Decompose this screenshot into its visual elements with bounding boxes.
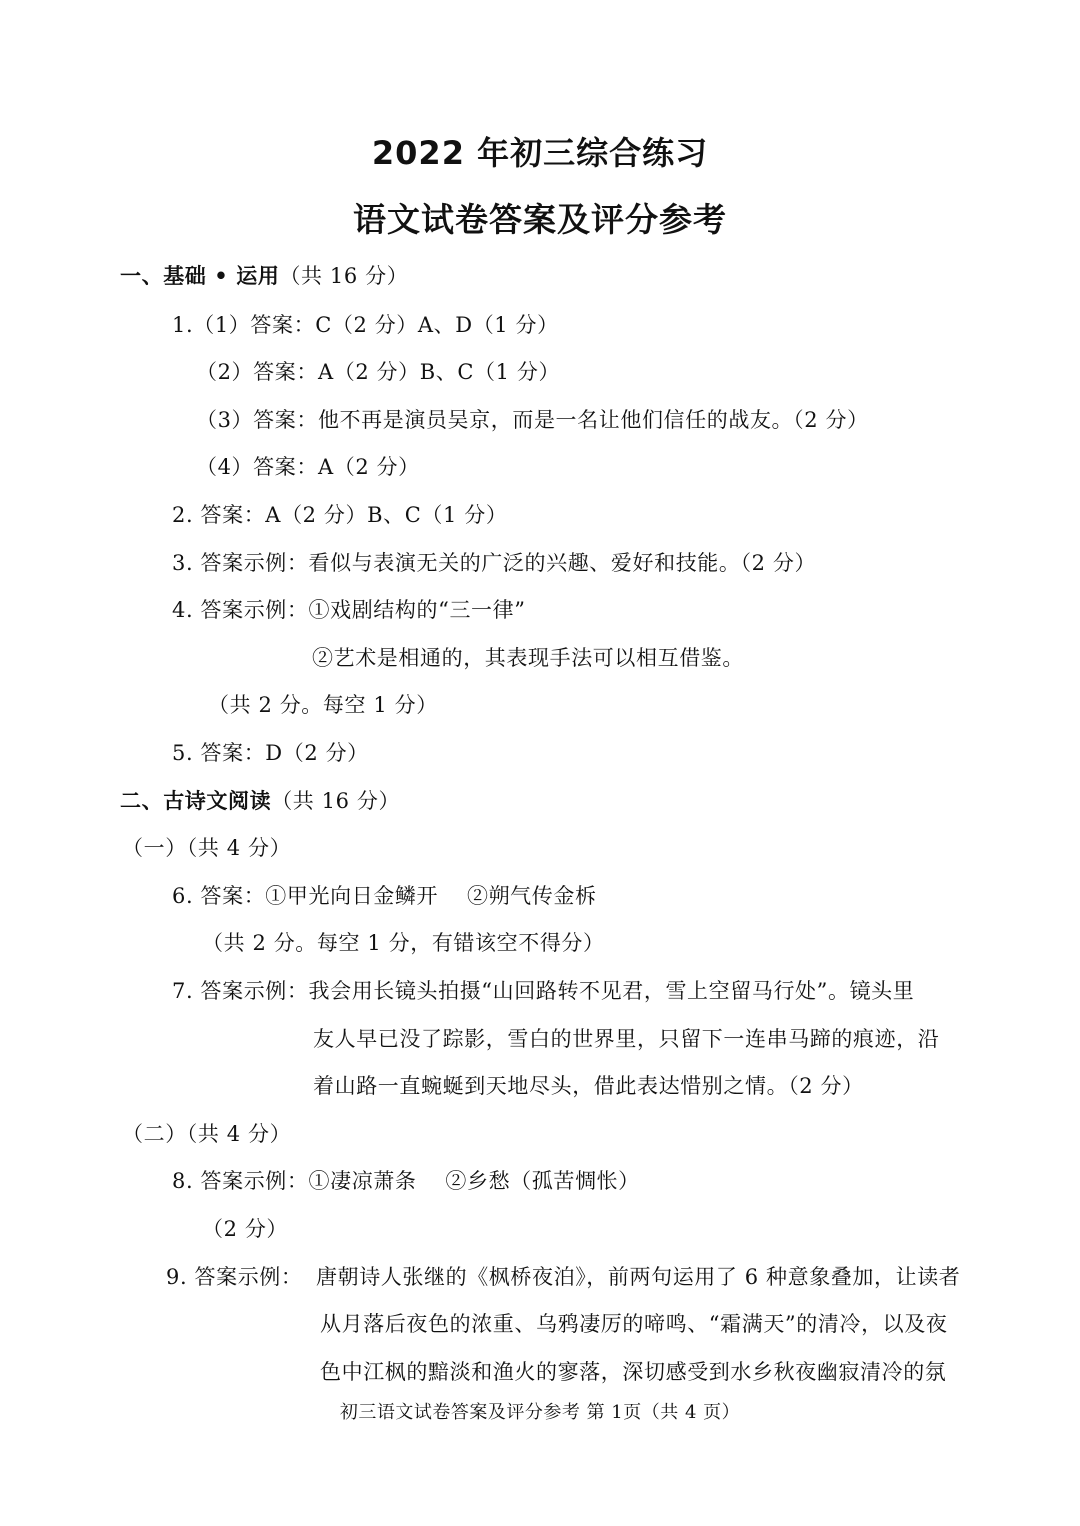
answer-line: 色中江枫的黯淡和渔火的寥落，深切感受到水乡秋夜幽寂清冷的氛 [320, 1360, 947, 1384]
answer-line: 9. 答案示例： [166, 1265, 303, 1289]
answer-line: （4）答案：A（2 分） [196, 455, 420, 479]
answer-line: 4. 答案示例：①戏剧结构的“三一律” [172, 598, 526, 622]
section-1-points: （共 16 分） [279, 264, 409, 288]
answer-line: （2 分） [202, 1217, 289, 1241]
page-footer: 初三语文试卷答案及评分参考 第 1页（共 4 页） [339, 1402, 741, 1423]
section-1-heading [120, 261, 408, 291]
section-2-title: 二、古诗文阅读 [120, 789, 272, 813]
answer-line: 着山路一直蜿蜒到天地尽头，借此表达惜别之情。（2 分） [313, 1074, 864, 1098]
answer-line: 从月落后夜色的浓重、乌鸦凄厉的啼鸣、“霜满天”的清冷，以及夜 [320, 1312, 948, 1336]
section-2-heading [120, 786, 400, 816]
answer-line: 友人早已没了踪影，雪白的世界里，只留下一连串马蹄的痕迹，沿 [313, 1027, 940, 1051]
answer-line: 5. 答案：D（2 分） [172, 741, 369, 765]
answer-line: 6. 答案：①甲光向日金鳞开 ②朔气传金柝 [172, 884, 597, 908]
section-1-title: 一、基础 • 运用 [120, 264, 280, 288]
answer-line: （共 2 分。每空 1 分，有错该空不得分） [202, 931, 605, 955]
document-subtitle: 语文试卷答案及评分参考 [353, 200, 727, 239]
answer-line: （3）答案：他不再是演员吴京，而是一名让他们信任的战友。（2 分） [196, 408, 869, 432]
answer-line: 1.（1）答案：C（2 分）A、D（1 分） [172, 313, 559, 337]
subsection-heading: （二）（共 4 分） [122, 1122, 292, 1146]
answer-line: 8. 答案示例：①凄凉萧条 ②乡愁（孤苦惆怅） [172, 1169, 640, 1193]
answer-line: （共 2 分。每空 1 分） [208, 693, 438, 717]
answer-line: 2. 答案：A（2 分）B、C（1 分） [172, 503, 508, 527]
section-2-points: （共 16 分） [271, 789, 401, 813]
answer-line: 唐朝诗人张继的《枫桥夜泊》，前两句运用了 6 种意象叠加，让读者 [316, 1265, 961, 1289]
answer-line: 7. 答案示例：我会用长镜头拍摄“山回路转不见君，雪上空留马行处”。镜头里 [172, 979, 915, 1003]
document-title: 2022 年初三综合练习 [371, 134, 709, 172]
answer-line: （2）答案：A（2 分）B、C（1 分） [196, 360, 561, 384]
answer-line: 3. 答案示例：看似与表演无关的广泛的兴趣、爱好和技能。（2 分） [172, 551, 817, 575]
subsection-heading: （一）（共 4 分） [122, 836, 292, 860]
answer-line: ②艺术是相通的，其表现手法可以相互借鉴。 [312, 646, 744, 670]
